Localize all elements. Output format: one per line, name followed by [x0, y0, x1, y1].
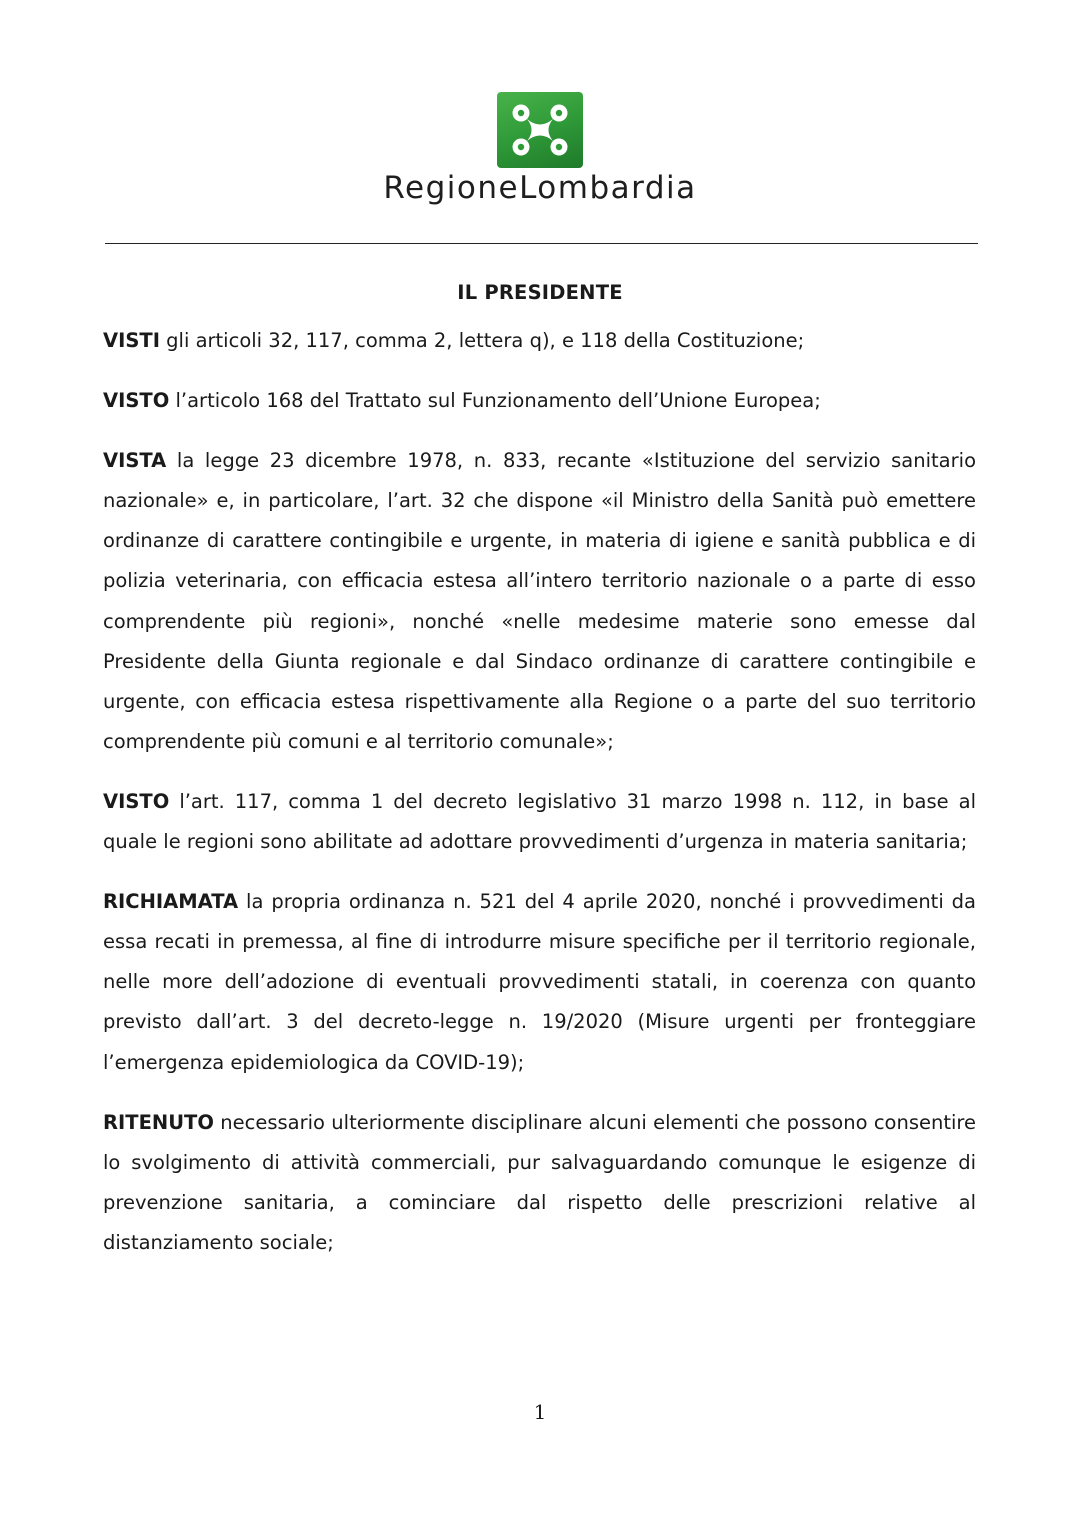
logo-wordmark: RegioneLombardia: [383, 170, 697, 206]
paragraph: [103, 441, 976, 762]
paragraph-text: gli articoli 32, 117, comma 2, lettera q), e 118 della Costituzione;: [166, 329, 805, 352]
header-divider: [105, 243, 978, 244]
paragraph: [103, 882, 976, 1082]
paragraph-keyword: RITENUTO: [103, 1110, 214, 1134]
logo-block: [0, 92, 1080, 172]
paragraph-text: l’art. 117, comma 1 del decreto legislativo 31 marzo 1998 n. 112, in base al quale le regioni sono abilitate ad adottare provvedimenti d’urgenza in materia sanitaria;: [103, 789, 976, 854]
regione-lombardia-rose-icon: [497, 92, 583, 168]
paragraph-keyword: VISTA: [103, 449, 167, 473]
paragraph: [103, 1103, 976, 1263]
paragraph: [103, 321, 976, 361]
document-body: [103, 321, 976, 1283]
document-title: IL PRESIDENTE: [457, 281, 623, 304]
paragraph-keyword: VISTO: [103, 789, 170, 813]
paragraph: [103, 782, 976, 862]
paragraph-text: necessario ulteriormente disciplinare alcuni elementi che possono consentire lo svolgimento di attività commerciali, pur salvaguardando comunque le esigenze di prevenzione sanitaria, a cominciare dal rispetto delle prescrizioni relative al distanziamento sociale;: [103, 1110, 977, 1254]
paragraph-text: la propria ordinanza n. 521 del 4 aprile 2020, nonché i provvedimenti da essa recati in premessa, al fine di introdurre misure specifiche per il territorio regionale, nelle more dell’adozione di eventuali provvedimenti statali, in coerenza con quanto previsto dall’art. 3 del decreto-legge n. 19/2020 (Misure urgenti per fronteggiare l’emergenza epidemiologica da COVID-19);: [103, 890, 976, 1074]
paragraph-keyword: RICHIAMATA: [103, 890, 239, 914]
paragraph-text: l’articolo 168 del Trattato sul Funzionamento dell’Unione Europea;: [175, 389, 821, 413]
page-number: 1: [533, 1400, 547, 1424]
paragraph-text: la legge 23 dicembre 1978, n. 833, recante «Istituzione del servizio sanitario nazionale» e, in particolare, l’art. 32 che dispone «il Ministro della Sanità può emettere ordinanze di carattere contingibile e urgente, in materia di igiene e sanità pubblica e di polizia veterinaria, con efficacia estesa all’intero territorio nazionale o a parte di esso comprendente più regioni», nonché «nelle medesime materie sono emesse dal Presidente della Giunta regionale e dal Sindaco ordinanze di carattere contingibile e urgente, con efficacia estesa rispettivamente alla Regione o a parte del suo territorio comprendente più comuni e al territorio comunale»;: [103, 449, 976, 753]
paragraph-keyword: VISTO: [103, 389, 170, 413]
paragraph: [103, 381, 976, 421]
paragraph-keyword: VISTI: [103, 329, 160, 352]
